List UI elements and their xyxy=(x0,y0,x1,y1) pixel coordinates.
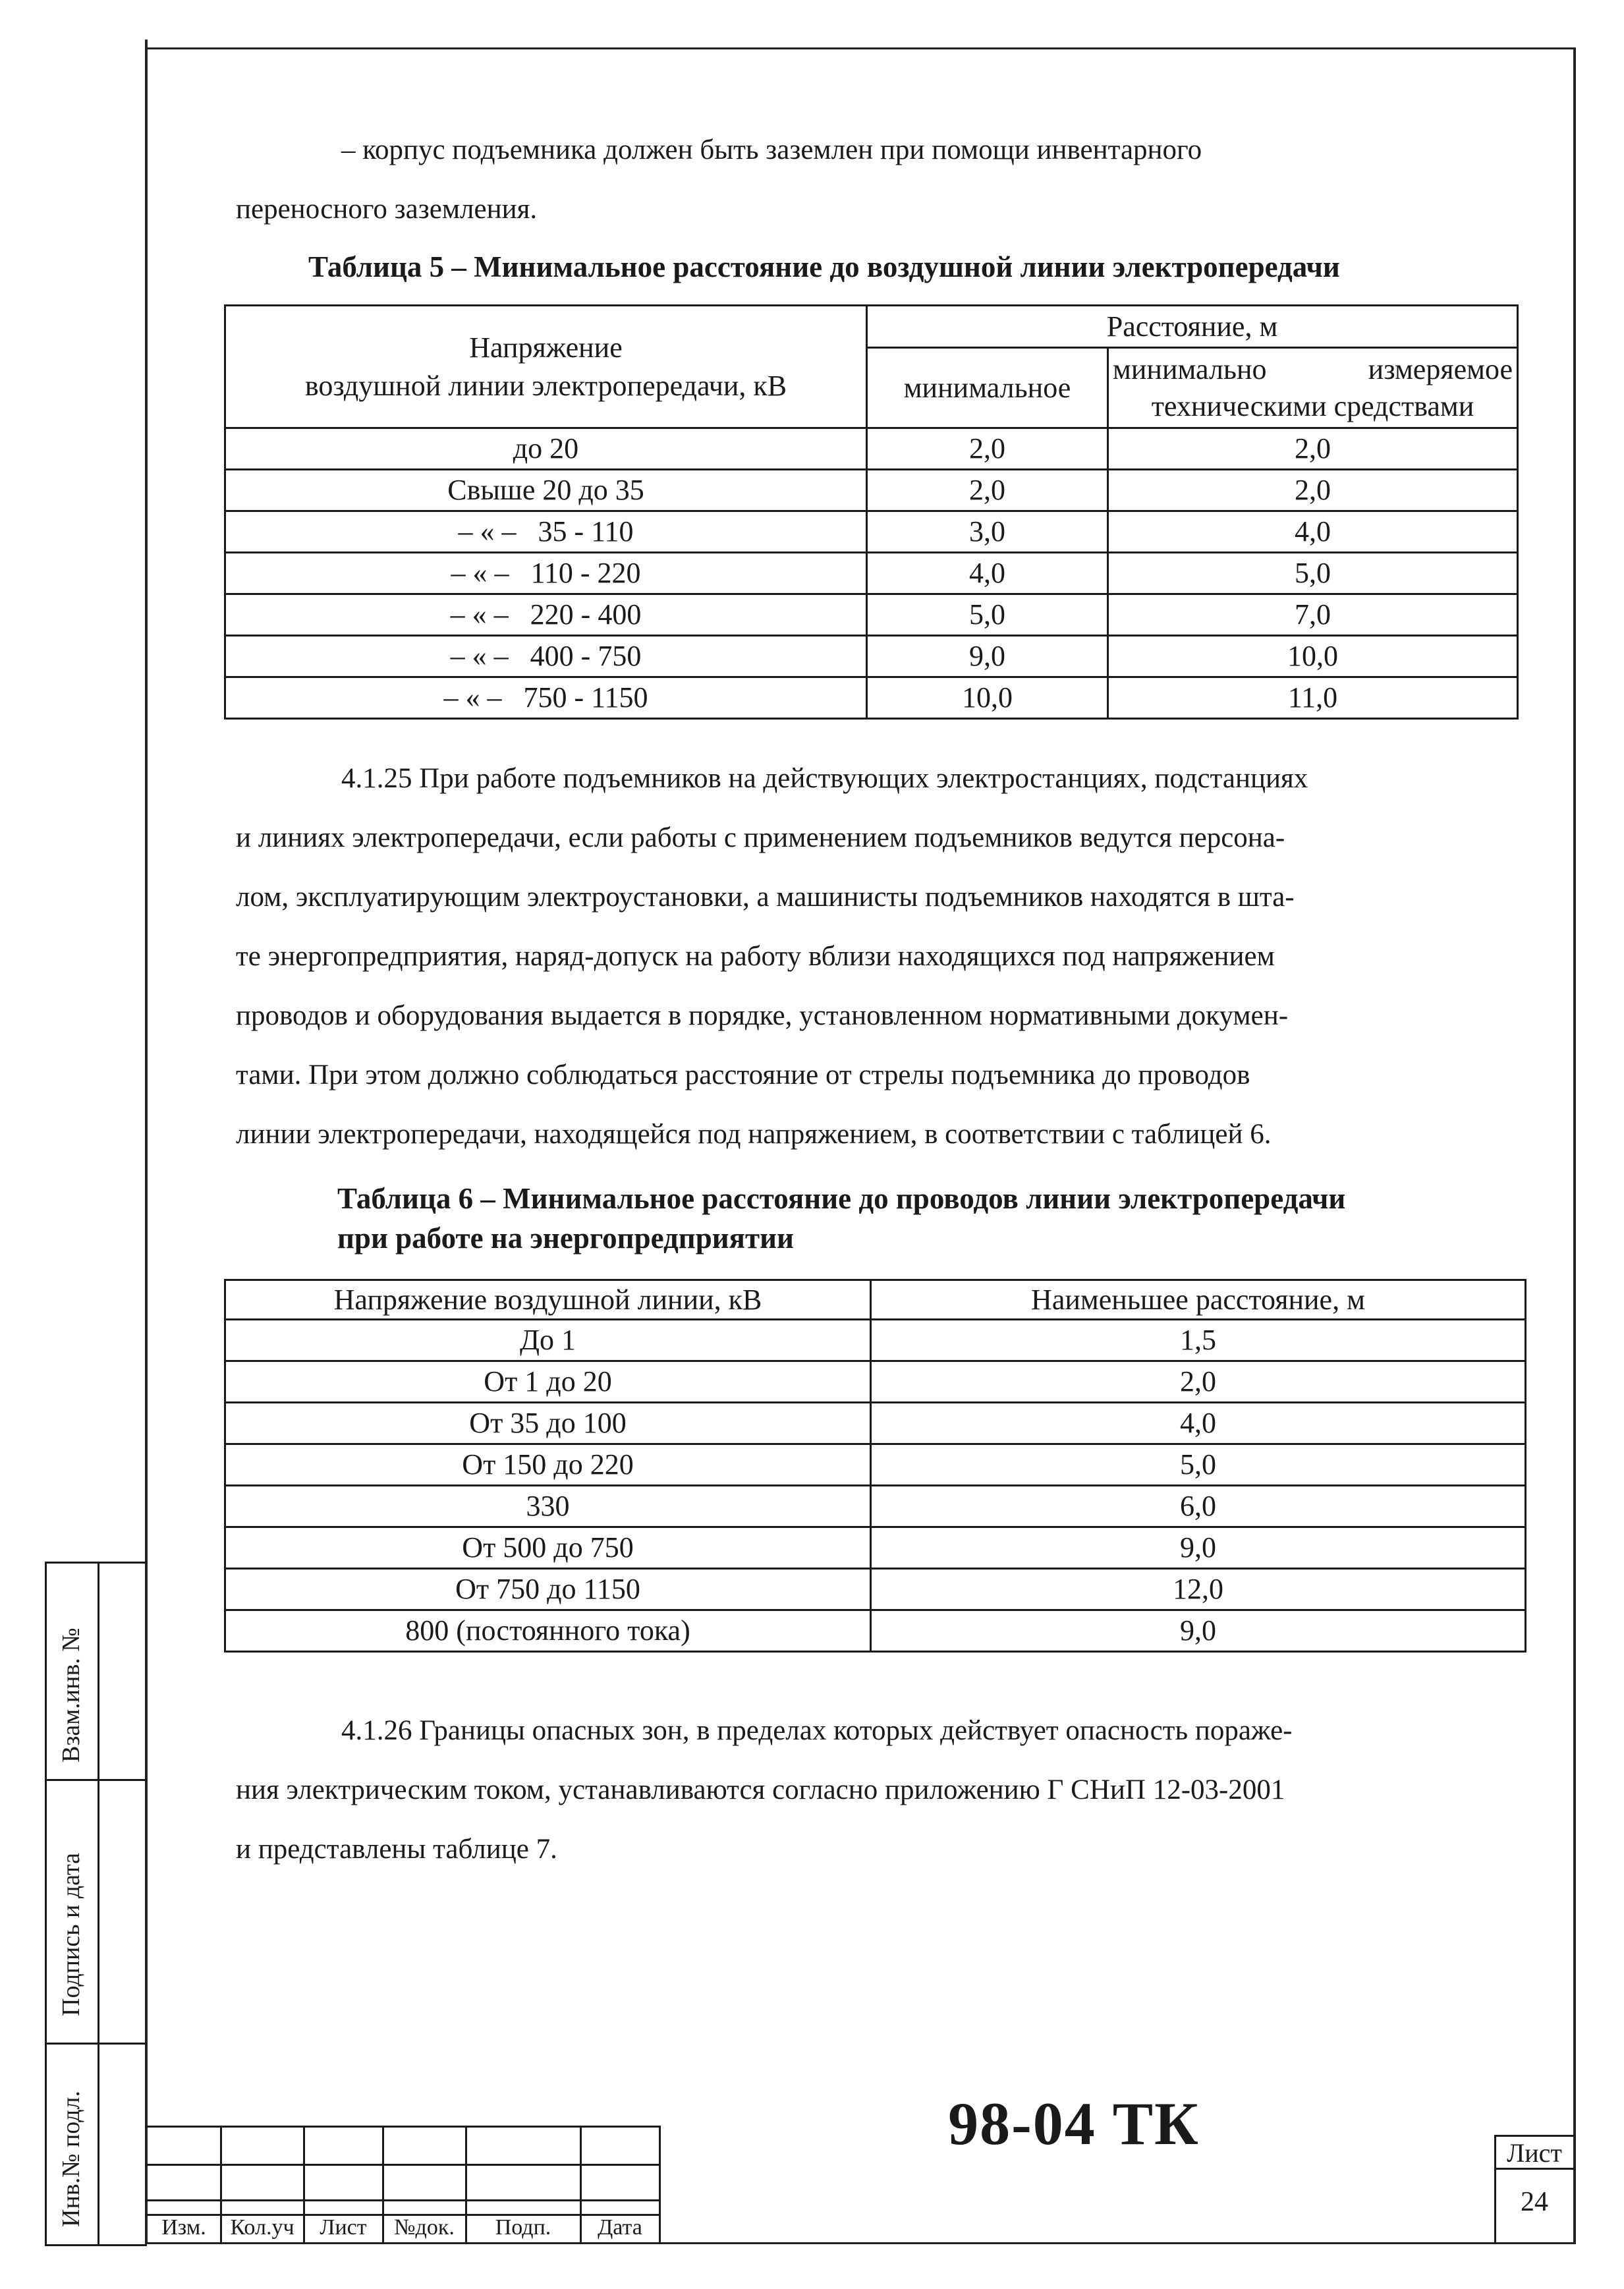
sheet-label: Лист xyxy=(1507,2138,1562,2168)
table6 xyxy=(224,1279,1526,1653)
side-stamp-divider xyxy=(98,1562,99,2244)
col-podp-label: Подп. xyxy=(495,2215,551,2240)
table-cell: 11,0 xyxy=(1108,677,1518,719)
table-cell: Свыше 20 до 35 xyxy=(225,470,867,511)
table5-header-distance: Расстояние, м xyxy=(867,306,1518,348)
title-block-row-line xyxy=(145,2164,659,2166)
col-izm-label: Изм. xyxy=(161,2215,206,2240)
table-cell: 2,0 xyxy=(1108,428,1518,470)
table-cell: 1,5 xyxy=(871,1320,1526,1361)
table-cell: От 1 до 20 xyxy=(225,1361,871,1403)
side-stamp-sep xyxy=(45,2043,147,2045)
table5-header-measured: минимально измеряемое техническими средствами xyxy=(1108,348,1518,428)
paragraph-line: и представлены таблице 7. xyxy=(236,1834,557,1865)
table-cell: – « – 220 - 400 xyxy=(225,594,867,636)
title-block-row-line xyxy=(145,2199,659,2201)
frame-bottom-border xyxy=(145,2242,1576,2244)
table-cell: – « – 110 - 220 xyxy=(225,553,867,594)
table-cell: – « – 35 - 110 xyxy=(225,511,867,553)
table-cell: 9,0 xyxy=(871,1527,1526,1569)
title-block-top-line xyxy=(145,2126,659,2128)
table6-caption-line-2: при работе на энергопредприятии xyxy=(337,1222,794,1255)
table-cell: До 1 xyxy=(225,1320,871,1361)
paragraph-line: те энергопредприятия, наряд-допуск на работу вблизи находящихся под напряжением xyxy=(236,941,1275,972)
sheet-number: 24 xyxy=(1521,2187,1548,2217)
intro-line-2: переносного заземления. xyxy=(236,194,538,225)
intro-line-1: – корпус подъемника должен быть заземлен при помощи инвентарного xyxy=(341,134,1202,165)
table-cell: От 150 до 220 xyxy=(225,1444,871,1486)
table-cell: 4,0 xyxy=(867,553,1108,594)
table-cell: От 35 до 100 xyxy=(225,1403,871,1444)
table6-caption-line-1: Таблица 6 – Минимальное расстояние до проводов линии электропередачи xyxy=(337,1182,1346,1215)
paragraph-line: лом, эксплуатирующим электроустановки, а машинисты подъемников находятся в шта- xyxy=(236,882,1295,913)
frame-top-border xyxy=(145,47,1576,49)
table-cell: 10,0 xyxy=(867,677,1108,719)
table-cell: – « – 400 - 750 xyxy=(225,636,867,677)
side-stamp xyxy=(45,1562,147,2244)
table5-caption: Таблица 5 – Минимальное расстояние до воздушной линии электропередачи xyxy=(308,250,1340,283)
table-cell: 10,0 xyxy=(1108,636,1518,677)
table-cell: 4,0 xyxy=(871,1403,1526,1444)
table-cell: 12,0 xyxy=(871,1569,1526,1610)
side-label-inv-orig: Инв.№ подл. xyxy=(57,2090,85,2227)
table5-header-min: минимальное xyxy=(867,348,1108,428)
table-cell: 800 (постоянного тока) xyxy=(225,1610,871,1652)
table-cell: 6,0 xyxy=(871,1486,1526,1527)
table6-header-distance: Наименьшее расстояние, м xyxy=(871,1280,1526,1320)
paragraph-line: ния электрическим током, устанавливаются согласно приложению Г СНиП 12-03-2001 xyxy=(236,1774,1285,1805)
side-label-replace-inv: Взам.инв. № xyxy=(57,1627,85,1763)
table-cell: 4,0 xyxy=(1108,511,1518,553)
table-cell: 2,0 xyxy=(871,1361,1526,1403)
table5-header-voltage: Напряжение воздушной линии электропередачи, кВ xyxy=(225,306,867,428)
col-date-label: Дата xyxy=(598,2215,642,2240)
table-cell: – « – 750 - 1150 xyxy=(225,677,867,719)
table-cell: до 20 xyxy=(225,428,867,470)
paragraph-line: линии электропередачи, находящейся под напряжением, в соответствии с таблицей 6. xyxy=(236,1119,1272,1150)
side-label-sign-date: Подпись и дата xyxy=(57,1852,85,2016)
col-doc-label: №док. xyxy=(394,2215,455,2240)
paragraph-line: тами. При этом должно соблюдаться расстояние от стрелы подъемника до проводов xyxy=(236,1060,1250,1090)
table-cell: 2,0 xyxy=(1108,470,1518,511)
table-cell: 3,0 xyxy=(867,511,1108,553)
sheet-box-top xyxy=(1494,2135,1575,2137)
frame-right-border xyxy=(1573,49,1576,2244)
table-cell: 5,0 xyxy=(867,594,1108,636)
side-stamp-sep xyxy=(45,1779,147,1781)
table6-header-voltage: Напряжение воздушной линии, кВ xyxy=(225,1280,871,1320)
paragraph-line: проводов и оборудования выдается в порядке, установленном нормативными докумен- xyxy=(236,1000,1289,1031)
table5 xyxy=(224,304,1519,720)
table-cell: 2,0 xyxy=(867,470,1108,511)
table-cell: От 750 до 1150 xyxy=(225,1569,871,1610)
table-cell: 2,0 xyxy=(867,428,1108,470)
table-cell: 7,0 xyxy=(1108,594,1518,636)
table-cell: 9,0 xyxy=(867,636,1108,677)
document-code: 98-04 ТК xyxy=(948,2090,1200,2157)
col-list-label: Лист xyxy=(320,2215,367,2240)
table-cell: 9,0 xyxy=(871,1610,1526,1652)
table-cell: 330 xyxy=(225,1486,871,1527)
col-kol-label: Кол.уч xyxy=(230,2215,294,2240)
table-cell: От 500 до 750 xyxy=(225,1527,871,1569)
table-cell: 5,0 xyxy=(871,1444,1526,1486)
paragraph-line: и линиях электропередачи, если работы с применением подъемников ведутся персона- xyxy=(236,822,1285,853)
table-cell: 5,0 xyxy=(1108,553,1518,594)
paragraph-line: 4.1.25 При работе подъемников на действующих электростанциях, подстанциях xyxy=(341,763,1308,794)
paragraph-line: 4.1.26 Границы опасных зон, в пределах которых действует опасность пораже- xyxy=(341,1715,1293,1746)
